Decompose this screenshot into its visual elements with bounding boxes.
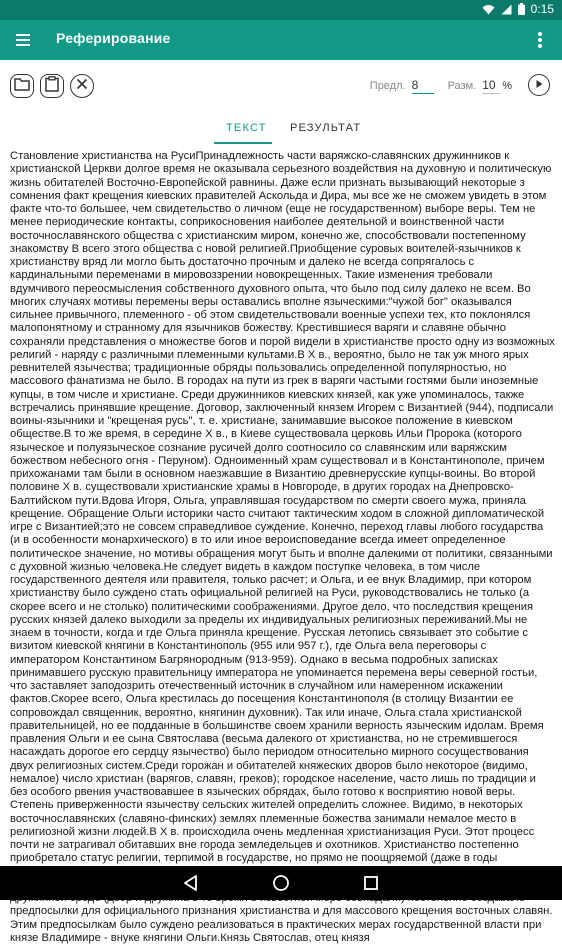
clipboard-icon (45, 76, 59, 97)
more-options-icon[interactable] (530, 30, 550, 50)
clear-button[interactable] (70, 74, 94, 98)
summary-params (370, 78, 512, 94)
toolbar (0, 60, 562, 114)
signal-icon (501, 4, 512, 15)
size-unit: % (502, 80, 512, 92)
tab-indicator (214, 142, 272, 144)
status-time: 0:15 (530, 2, 554, 16)
app-title: Реферирование (56, 30, 171, 46)
sentences-input[interactable]: 8 (412, 78, 434, 94)
run-summary-button[interactable] (528, 74, 550, 96)
status-icons (482, 2, 554, 16)
tab-result[interactable]: РЕЗУЛЬТАТ (290, 122, 362, 134)
size-input[interactable]: 10 (482, 78, 500, 94)
play-icon (534, 76, 544, 94)
home-icon[interactable] (272, 874, 290, 892)
back-icon[interactable] (182, 874, 200, 892)
size-label: Разм. (447, 80, 477, 92)
battery-icon (518, 3, 525, 15)
tab-bar (0, 114, 562, 144)
navigation-bar (0, 866, 562, 900)
open-folder-button[interactable] (10, 74, 34, 98)
app-bar (0, 20, 562, 60)
source-text[interactable]: Становление христианства на РусиПринадлежность части варяжско-славянских дружинников к христианской Церкви долгое время не оказывала серьезного воздействия на духовную и политическую жизнь обитателей Восточно-Европейской равнины. Даже если признать вызывающий некоторые з сомнения факт крещения киевских правителей Аскольда и Дира, мы все же не сможем увидеть в этом факте что-то большее, чем свидетельство о личном (еще не государственном) выборе веры. Тем не менее периодические контакты, соприкосновения наиболее деятельной и воинственной части восточнославянского общества с христианским миром, конечно же, способствовали постепенному знакомству В всего этого общества с новой религией.Приобщение суровых воителей-язычников к христианству вряд ли могло быть достаточно прочным и далеко не всегда сопрягалось с кардинальными переменами в мировоззрении новокрещенных. Такие изменения требовали вдумчивого переосмысления собственного духовного опыта, что было под силу далеко не всем. Во многих случаях мотивы перемены веры оставались вполне языческими:"чужой бог" оказывался сильнее привычного, племенного - об этом свидетельствовали военные успехи тех, кто поклонялся малопонятному и странному для язычников божеству. Крестившиеся варяги и славяне обычно сохраняли представления о множестве богов и порой видели в христианстве просто одну из возможных религий - наряду с различными племенными культами.В X в., вероятно, было не так уж много ярых ревнителей язычества; традиционные обряды пользовались определенной популярностью, но массового фанатизма не было. В городах на пути из грек в варяги частыми гостями были иноземные купцы, в том числе и христиане. Среди дружинников киевских князей, как уже упоминалось, также встречались принявшие крещение. Договор, заключенный князем Игорем с Византией (944), подписали воины-язычники и "крещеная русь", т. е. христиане, занимавшие высокое положение в киевском обществе.В то же время, в середине X в., в Киеве существовала церковь Ильи Пророка (которого языческое и полуязыческое сознание русичей долго соотносило со славянским или варяжским божеством небесного огня - Перуном). Одноименный храм существовал и в Константинополе, причем прихожанами там были в основном наезжавшие в Византию древнерусские купцы-воины. Во второй половине X в. существовали христианские храмы в Новгороде, в других городах на Днепровско-Балтийском пути.Вдова Игоря, Ольга, управлявшая государством по смерти своего мужа, приняла крещение. Обращение Ольги историки часто считают тактическим ходом в сложной дипломатической игре с Византией;это не совсем справедливое суждение. Конечно, переход главы любого государства (и в особенности монархического) в то или иное вероисповедание всегда имеет определенное политическое значение, но мотивы обращения могут быть и вполне далекими от политики, связанными с духовной жизнью человека.Не следует видеть в каждом поступке человека, в том числе государственного деятеля или правителя, только расчет; и Ольга, и ее внук Владимир, при котором христианству было суждено стать официальной религией на Руси, руководствовались не только (а скорее всего и не столько) политическими соображениями. Другое дело, что последствия крещения русских князей далеко выходили за пределы их индивидуальных религиозных переживаний.Мы не знаем в точности, когда и где Ольга приняла крещение. Русская летопись связывает это событие с визитом киевской княгини в Константинополь (955 или 957 г.), где Ольга вела переговоры с императором Константином Багрянородным (913-959). Однако в весьма подробных записках принимавшего русскую правительницу императора не упоминается перемена веры северной гостьи, что заставляет заподозрить отечественный источник в случайном или намеренном искажении фактов.Скорее всего, Ольга крестилась до посещения Константинополя (в столицу Византии ее сопровождал священник, вероятно, княгинин духовник). Так или иначе, Ольга стала христианской правительницей, но ее подданные в большинстве своем хранили верность языческим идолам. Время правления Ольги и ее сына Святослава (весьма далекого от христианства, но не стремившегося насаждать дорогое его сердцу язычество) было периодом относительно мирного сосуществования двух религиозных систем.Среди горожан и обитателей княжеских дворов было некоторое (видимо, немалое) число христиан (варягов, славян, греков); городское население, часто лишь по традиции и без особого рвения участвовавшее в языческих обрядах, было готово к восприятию новой веры. Степень приверженности язычеству сельских жителей определить сложнее. Видимо, в некоторых восточнославянских (славяно-финских) землях племенные божества занимали немалое место в религиозной жизни людей.В X в. происходила очень медленная христианизация Руси. Этот процесс почти не затрагивал обитавших вне города земледельцев и охотников. Христианство постепенно приобретало статус религии, терпимой в государстве, но прямо не поощряемой (даже в годы предпосылки для официального признания христианства и для массового крещения восточных славян. Этим предпосылкам было суждено реализоваться в практических мерах государственной власти при князе Владимире - внуке княгини Ольги.Князь Святослав, отец князя (10, 150, 555, 944)
status-bar (0, 0, 562, 20)
recents-icon[interactable] (362, 874, 380, 892)
menu-icon[interactable] (14, 30, 34, 50)
tab-text[interactable]: ТЕКСТ (226, 122, 267, 134)
sentences-label: Предл. (369, 80, 406, 92)
wifi-icon (482, 4, 495, 15)
folder-icon (14, 77, 30, 96)
paste-button[interactable] (40, 74, 64, 98)
close-icon (76, 77, 88, 95)
